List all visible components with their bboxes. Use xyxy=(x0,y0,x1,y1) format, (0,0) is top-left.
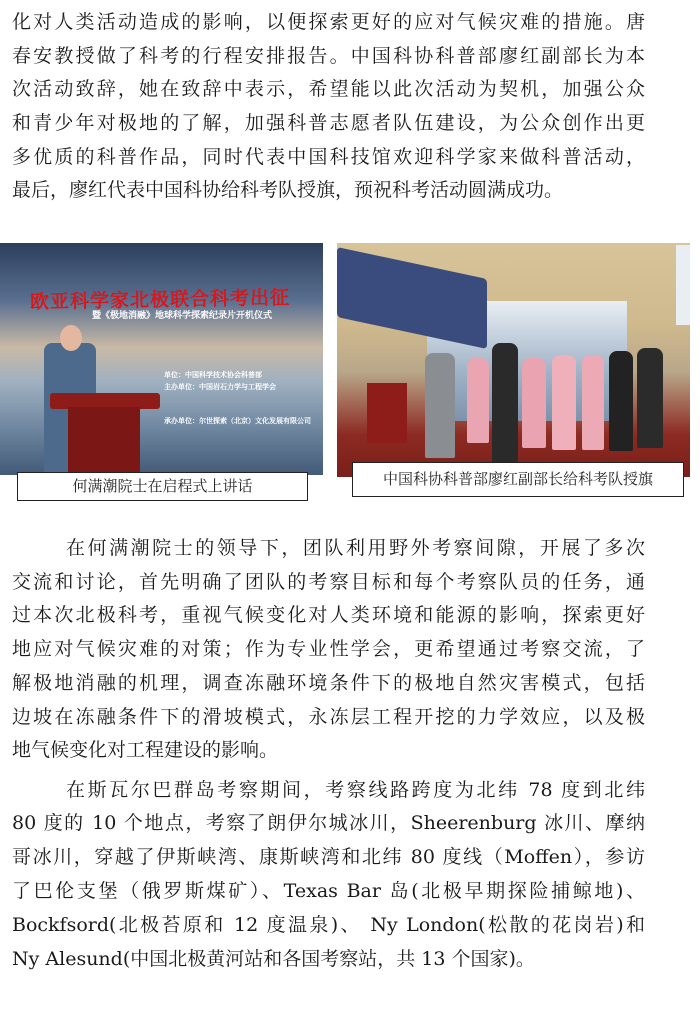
figure-caption-right: 中国科协科普部廖红副部长给科考队授旗 xyxy=(352,462,684,497)
banner-title: 欧亚科学家北极联合科考出征 xyxy=(29,286,291,314)
expedition-flag xyxy=(337,247,487,349)
side-screen xyxy=(676,245,690,325)
person xyxy=(552,355,576,450)
banner-org: 单位：中国科学技术协会科普部 xyxy=(164,371,262,379)
text-line: 哥冰川，穿越了伊斯峡湾、康斯峡湾和北纬 80 度线（Moffen），参访 xyxy=(12,846,645,868)
text-line: 多优质的科普作品，同时代表中国科技馆欢迎科学家来做科普活动， xyxy=(12,146,645,168)
person xyxy=(582,355,604,450)
podium xyxy=(68,407,140,475)
text-line: 最后，廖红代表中国科协给科考队授旗，预祝科考活动圆满成功。 xyxy=(12,179,564,201)
text-line: 边坡在冻融条件下的滑坡模式，永冻层工程开挖的力学效应，以及极 xyxy=(12,706,645,728)
text-line: Bockfsord(北极苔原和 12 度温泉)、 Ny London(松散的花岗岩)和 xyxy=(12,914,645,936)
figure-caption-left: 何满潮院士在启程式上讲话 xyxy=(17,472,308,501)
person xyxy=(522,358,546,448)
text-line: 在何满潮院士的领导下，团队利用野外考察间隙，开展了多次 xyxy=(66,537,645,559)
person xyxy=(609,351,633,451)
podium xyxy=(367,383,407,443)
speaker-head xyxy=(60,325,82,351)
text-line: 交流和讨论，首先明确了团队的考察目标和每个考察队员的任务，通 xyxy=(12,571,645,593)
person xyxy=(467,358,489,443)
person xyxy=(637,348,663,448)
banner-org: 承办单位：尔世探索（北京）文化发展有限公司 xyxy=(164,417,311,425)
text-line: 次活动致辞，她在致辞中表示，希望能以此次活动为契机，加强公众 xyxy=(12,78,645,100)
banner-org: 主办单位：中国岩石力学与工程学会 xyxy=(164,383,276,391)
text-line: 地应对气候灾难的对策；作为专业性学会，更希望通过考察交流，了 xyxy=(12,638,645,660)
text-line: 在斯瓦尔巴群岛考察期间，考察线路跨度为北纬 78 度到北纬 xyxy=(66,779,645,801)
photo-speech-at-ceremony xyxy=(0,243,323,475)
photo-flag-presentation xyxy=(337,243,690,477)
person xyxy=(492,343,518,463)
person xyxy=(425,353,455,458)
text-line: 80 度的 10 个地点，考察了朗伊尔城冰川，Sheerenburg 冰川、摩纳 xyxy=(12,812,645,834)
text-line: 了巴伦支堡（俄罗斯煤矿）、Texas Bar 岛(北极早期探险捕鲸地)、 xyxy=(12,880,645,902)
text-line: 和青少年对极地的了解，加强科普志愿者队伍建设，为公众创作出更 xyxy=(12,112,645,134)
text-line: 春安教授做了科考的行程安排报告。中国科协科普部廖红副部长为本 xyxy=(12,45,645,67)
text-line: Ny Alesund(中国北极黄河站和各国考察站，共 13 个国家)。 xyxy=(12,948,535,970)
text-line: 化对人类活动造成的影响，以便探索更好的应对气候灾难的措施。唐 xyxy=(12,11,645,33)
text-line: 地气候变化对工程建设的影响。 xyxy=(12,739,279,761)
text-line: 解极地消融的机理，调查冻融环境条件下的极地自然灾害模式，包括 xyxy=(12,672,645,694)
banner-subtitle: 暨《极地消融》地球科学探索纪录片开机仪式 xyxy=(92,311,273,321)
text-line: 过本次北极科考，重视气候变化对人类环境和能源的影响，探索更好 xyxy=(12,604,645,626)
